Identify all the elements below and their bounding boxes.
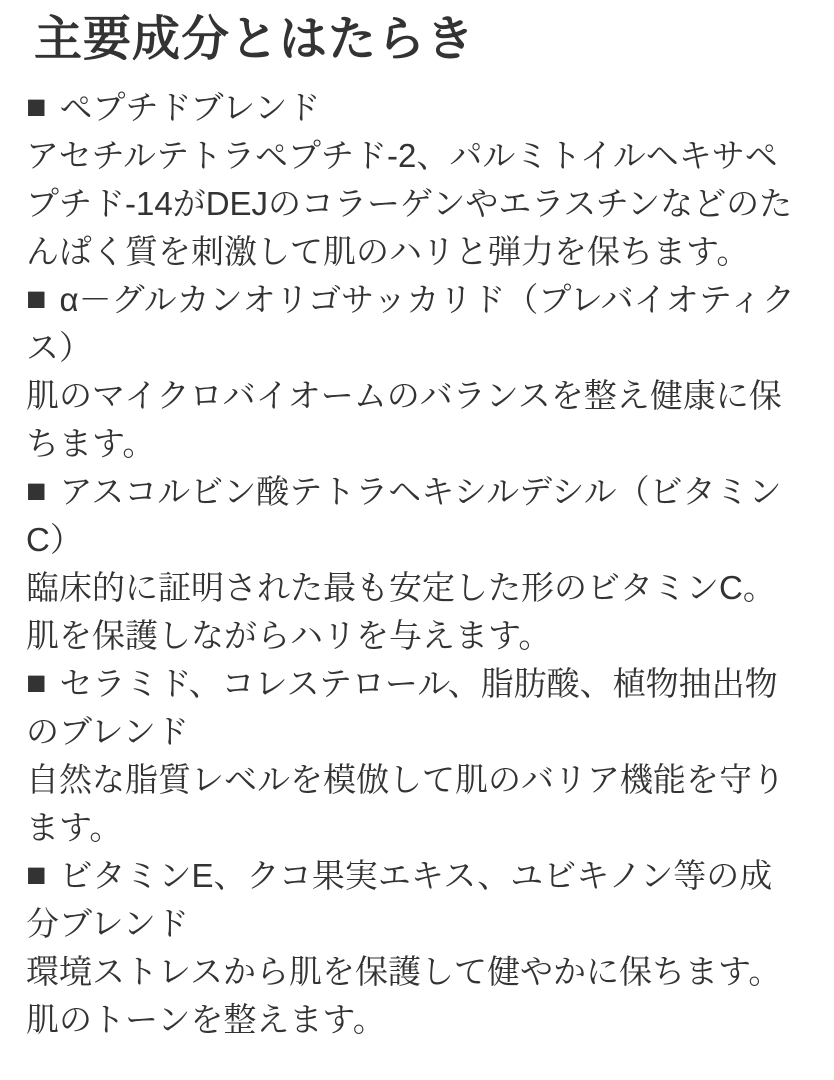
ingredient-section — [26, 852, 804, 1044]
ingredient-description: 臨床的に証明された最も安定した形のビタミンC。肌を保護しながらハリを与えます。 — [26, 569, 776, 654]
ingredient-description: 自然な脂質レベルを模倣して肌のバリア機能を守ります。 — [26, 761, 785, 846]
ingredient-name: ペプチドブレンド — [59, 89, 321, 126]
page-title: 主要成分とはたらき — [34, 13, 476, 66]
bullet-square-icon: ■ — [26, 664, 47, 702]
bullet-square-icon: ■ — [26, 856, 47, 894]
ingredient-name-line — [26, 660, 804, 756]
ingredient-name-line — [26, 852, 804, 948]
ingredient-description: 環境ストレスから肌を保護して健やかに保ちます。肌のトーンを整えます。 — [26, 953, 782, 1038]
ingredient-description: アセチルテトラペプチド-2、パルミトイルヘキサペプチド-14がDEJのコラーゲンやエラスチンなどのたんぱく質を刺激して肌のハリと弾力を保ちます。 — [26, 137, 793, 270]
ingredients-list — [26, 84, 804, 1044]
bullet-square-icon: ■ — [26, 472, 47, 510]
ingredient-name: ビタミンE、クコ果実エキス、ユビキノン等の成分ブレンド — [26, 857, 773, 942]
ingredient-description: 肌のマイクロバイオームのバランスを整え健康に保ちます。 — [26, 377, 782, 462]
ingredient-name-line — [26, 84, 804, 132]
ingredient-name-line — [26, 468, 804, 564]
bullet-square-icon: ■ — [26, 88, 47, 126]
bullet-square-icon: ■ — [26, 280, 47, 318]
ingredient-section — [26, 84, 804, 276]
ingredient-section — [26, 660, 804, 852]
ingredient-name-line — [26, 276, 804, 372]
ingredient-section — [26, 276, 804, 468]
ingredient-section — [26, 468, 804, 660]
ingredient-name: アスコルビン酸テトラヘキシルデシル（ビタミンC） — [26, 473, 782, 558]
ingredient-name: α－グルカンオリゴサッカリド（プレバイオティクス） — [26, 281, 796, 366]
ingredient-name: セラミド、コレステロール、脂肪酸、植物抽出物のブレンド — [26, 665, 778, 750]
